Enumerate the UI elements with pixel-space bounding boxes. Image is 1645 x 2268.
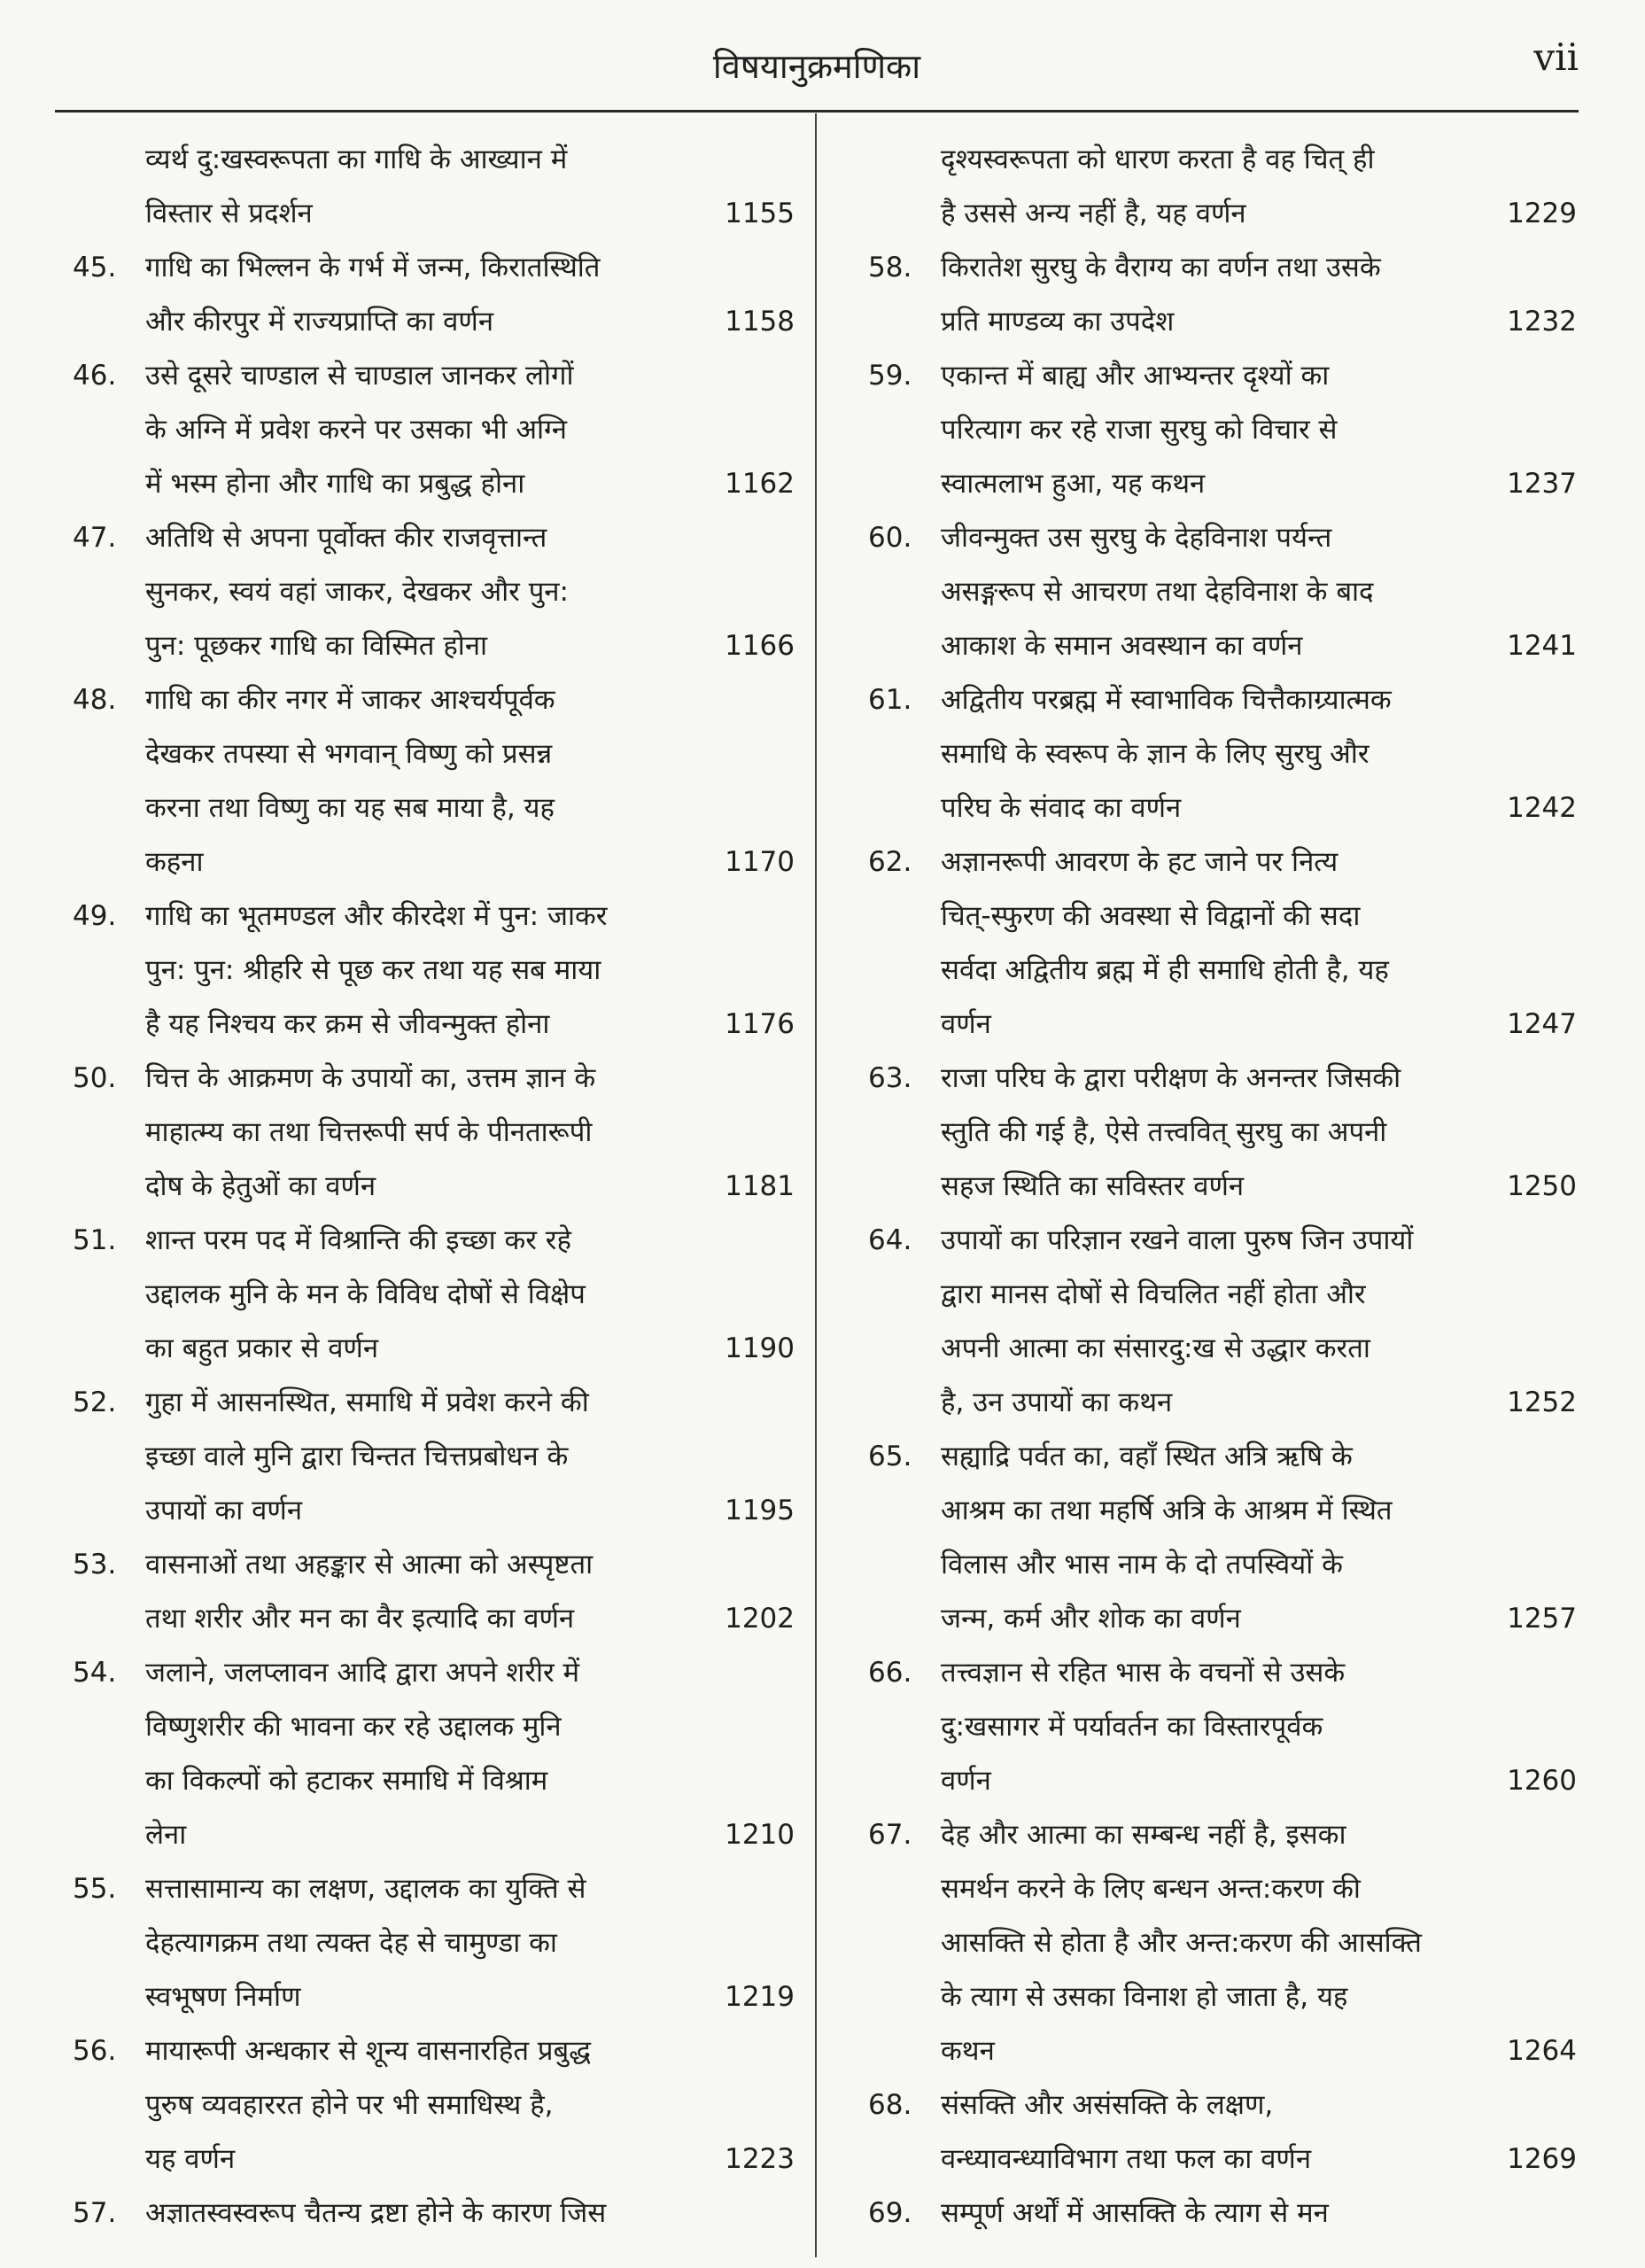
entry-title-line: अज्ञानरूपी आवरण के हट जाने पर नित्य — [941, 846, 1339, 878]
entry-title-line: समर्थन करने के लिए बन्धन अन्त:करण की — [941, 1873, 1361, 1905]
entry-title-line: सुनकर, स्वयं वहां जाकर, देखकर और पुन: — [145, 576, 569, 608]
entry-number: 49. — [73, 900, 117, 932]
entry-page-number: 1264 — [1507, 2035, 1577, 2067]
entry-title — [941, 2186, 1444, 2241]
entry-number: 46. — [73, 360, 117, 392]
entry-title-line: गाधि का भूतमण्डल और कीरदेश में पुन: जाकर — [145, 900, 608, 932]
entry-title-line: द्वारा मानस दोषों से विचलित नहीं होता और — [941, 1278, 1366, 1310]
entry-title-line: है यह निश्चय कर क्रम से जीवन्मुक्त होना — [145, 1008, 550, 1040]
entry-title-line: अतिथि से अपना पूर्वोक्त कीर राजवृत्तान्त — [145, 522, 547, 554]
entry-page-number: 1155 — [725, 198, 795, 229]
entry-title-line: देखकर तपस्या से भगवान् विष्णु को प्रसन्न — [145, 738, 553, 770]
entry-number: 64. — [868, 1224, 912, 1256]
entry-title-line: के त्याग से उसका विनाश हो जाता है, यह — [941, 1981, 1348, 2013]
entry-title — [145, 889, 662, 1052]
entry-title-line: प्रति माण्डव्य का उपदेश — [941, 306, 1175, 338]
entry-title-line: अपनी आत्मा का संसारदु:ख से उद्धार करता — [941, 1332, 1370, 1364]
entry-title-line: गुहा में आसनस्थित, समाधि में प्रवेश करने की — [145, 1386, 589, 1418]
page-number: vii — [1533, 35, 1579, 79]
entry-title-line: विस्तार से प्रदर्शन — [145, 198, 313, 229]
entry-number: 45. — [73, 252, 117, 284]
entry-title — [145, 1646, 662, 1862]
entry-title-line: स्वात्मलाभ हुआ, यह कथन — [941, 468, 1206, 500]
entry-number: 66. — [868, 1657, 912, 1689]
entry-title-line: का बहुत प्रकार से वर्णन — [145, 1332, 379, 1364]
entry-title-line: तथा शरीर और मन का वैर इत्यादि का वर्णन — [145, 1603, 575, 1635]
entry-title-line: असङ्गरूप से आचरण तथा देहविनाश के बाद — [941, 576, 1374, 608]
entry-page-number: 1269 — [1507, 2143, 1577, 2175]
toc-entry — [868, 241, 1577, 349]
entry-title-line: कहना — [145, 846, 204, 878]
toc-entry — [73, 673, 795, 889]
entry-title — [941, 2078, 1444, 2186]
toc-entry — [73, 241, 795, 349]
entry-title — [941, 835, 1444, 1052]
entry-page-number: 1260 — [1507, 1765, 1577, 1797]
toc-entry — [868, 1052, 1577, 1214]
entry-title-line: जीवन्मुक्त उस सुरघु के देहविनाश पर्यन्त — [941, 522, 1332, 554]
toc-entry — [868, 1646, 1577, 1808]
entry-number: 48. — [73, 684, 117, 716]
entry-page-number: 1247 — [1507, 1008, 1577, 1040]
entry-title-line: देहत्यागक्रम तथा त्यक्त देह से चामुण्डा का — [145, 1927, 557, 1959]
entry-title — [145, 349, 662, 511]
entry-title — [145, 2186, 662, 2241]
entry-title-line: दु:खसागर में पर्यावर्तन का विस्तारपूर्वक — [941, 1711, 1323, 1743]
entry-page-number: 1190 — [725, 1332, 795, 1364]
entry-title-line: है, उन उपायों का कथन — [941, 1386, 1173, 1418]
toc-entry — [73, 511, 795, 673]
entry-title-line: स्वभूषण निर्माण — [145, 1981, 301, 2013]
entry-title-line: समाधि के स्वरूप के ज्ञान के लिए सुरघु और — [941, 738, 1370, 770]
entry-title-line: विलास और भास नाम के दो तपस्वियों के — [941, 1549, 1343, 1581]
entry-title-line: लेना — [145, 1819, 187, 1851]
header-rule — [55, 110, 1579, 113]
entry-title-line: जन्म, कर्म और शोक का वर्णन — [941, 1603, 1241, 1635]
entry-page-number: 1241 — [1507, 630, 1577, 662]
toc-entry — [868, 1214, 1577, 1430]
entry-title — [941, 349, 1444, 511]
entry-title-line: वन्ध्यावन्ध्याविभाग तथा फल का वर्णन — [941, 2143, 1312, 2175]
entry-number: 69. — [868, 2197, 912, 2229]
entry-title-line: वासनाओं तथा अहङ्कार से आत्मा को अस्पृष्टता — [145, 1549, 594, 1581]
toc-right-column — [868, 133, 1577, 2241]
entry-title-line: परिघ के संवाद का वर्णन — [941, 792, 1182, 824]
entry-title-line: यह वर्णन — [145, 2143, 236, 2175]
entry-number: 55. — [73, 1873, 117, 1905]
entry-title-line: आसक्ति से होता है और अन्त:करण की आसक्ति — [941, 1927, 1422, 1959]
entry-number: 54. — [73, 1657, 117, 1689]
toc-entry — [868, 2078, 1577, 2186]
entry-title-line: उद्दालक मुनि के मन के विविध दोषों से विक्षेप — [145, 1278, 586, 1310]
entry-page-number: 1237 — [1507, 468, 1577, 500]
toc-entry — [73, 1538, 795, 1646]
entry-title-line: पुन: पूछकर गाधि का विस्मित होना — [145, 630, 488, 662]
entry-title — [941, 133, 1444, 241]
entry-title — [145, 2024, 662, 2186]
entry-number: 53. — [73, 1549, 117, 1581]
toc-entry — [868, 349, 1577, 511]
entry-number: 58. — [868, 252, 912, 284]
toc-entry — [73, 349, 795, 511]
entry-page-number: 1232 — [1507, 306, 1577, 338]
entry-number: 61. — [868, 684, 912, 716]
entry-page-number: 1162 — [725, 468, 795, 500]
entry-title-line: एकान्त में बाह्य और आभ्यन्तर दृश्यों का — [941, 360, 1330, 392]
entry-title-line: मायारूपी अन्धकार से शून्य वासनारहित प्रबुद्ध — [145, 2035, 591, 2067]
entry-title-line: सर्वदा अद्वितीय ब्रह्म में ही समाधि होती है, यह — [941, 954, 1389, 986]
entry-title — [145, 1538, 662, 1646]
entry-number: 59. — [868, 360, 912, 392]
entry-page-number: 1252 — [1507, 1386, 1577, 1418]
entry-number: 47. — [73, 522, 117, 554]
toc-entry — [868, 133, 1577, 241]
entry-title-line: उपायों का वर्णन — [145, 1495, 303, 1526]
entry-title — [941, 1052, 1444, 1214]
entry-page-number: 1223 — [725, 2143, 795, 2175]
entry-page-number: 1166 — [725, 630, 795, 662]
entry-title-line: दोष के हेतुओं का वर्णन — [145, 1170, 376, 1202]
toc-entry — [73, 2186, 795, 2241]
entry-title-line: करना तथा विष्णु का यह सब माया है, यह — [145, 792, 555, 824]
entry-title-line: दृश्यस्वरूपता को धारण करता है वह चित् ही — [941, 144, 1375, 175]
entry-title-line: इच्छा वाले मुनि द्वारा चिन्तत चित्तप्रबोधन के — [145, 1441, 569, 1472]
entry-title-line: उसे दूसरे चाण्डाल से चाण्डाल जानकर लोगों — [145, 360, 574, 392]
entry-title — [145, 1862, 662, 2024]
entry-title — [145, 1214, 662, 1376]
entry-title-line: पुन: पुन: श्रीहरि से पूछ कर तथा यह सब माया — [145, 954, 601, 986]
entry-number: 51. — [73, 1224, 117, 1256]
toc-entry — [73, 2024, 795, 2186]
entry-title-line: है उससे अन्य नहीं है, यह वर्णन — [941, 198, 1246, 229]
entry-title-line: और कीरपुर में राज्यप्राप्ति का वर्णन — [145, 306, 494, 338]
toc-entry — [868, 2186, 1577, 2241]
entry-title-line: पुरुष व्यवहाररत होने पर भी समाधिस्थ है, — [145, 2089, 554, 2121]
column-divider — [815, 113, 817, 2257]
toc-entry — [868, 511, 1577, 673]
entry-title-line: गाधि का कीर नगर में जाकर आश्चर्यपूर्वक — [145, 684, 555, 716]
entry-page-number: 1219 — [725, 1981, 795, 2013]
entry-page-number: 1181 — [725, 1170, 795, 1202]
entry-title-line: किरातेश सुरघु के वैराग्य का वर्णन तथा उसके — [941, 252, 1381, 284]
toc-entry — [73, 1646, 795, 1862]
entry-title-line: सम्पूर्ण अर्थों में आसक्ति के त्याग से मन — [941, 2197, 1329, 2229]
entry-number: 57. — [73, 2197, 117, 2229]
entry-page-number: 1158 — [725, 306, 795, 338]
entry-page-number: 1170 — [725, 846, 795, 878]
entry-title — [941, 1808, 1444, 2078]
entry-number: 50. — [73, 1062, 117, 1094]
entry-title — [145, 133, 662, 241]
toc-entry — [868, 1808, 1577, 2078]
entry-title-line: का विकल्पों को हटाकर समाधि में विश्राम — [145, 1765, 548, 1797]
entry-title-line: संसक्ति और असंसक्ति के लक्षण, — [941, 2089, 1274, 2121]
entry-title-line: उपायों का परिज्ञान रखने वाला पुरुष जिन उपायों — [941, 1224, 1414, 1256]
entry-page-number: 1210 — [725, 1819, 795, 1851]
entry-title-line: चित्त के आक्रमण के उपायों का, उत्तम ज्ञान के — [145, 1062, 596, 1094]
entry-title-line: परित्याग कर रहे राजा सुरघु को विचार से — [941, 414, 1338, 446]
page-title: विषयानुक्रमणिका — [712, 47, 921, 86]
entry-number: 62. — [868, 846, 912, 878]
toc-entry — [73, 1052, 795, 1214]
entry-page-number: 1242 — [1507, 792, 1577, 824]
entry-title-line: सहज स्थिति का सविस्तर वर्णन — [941, 1170, 1245, 1202]
entry-page-number: 1229 — [1507, 198, 1577, 229]
entry-number: 63. — [868, 1062, 912, 1094]
entry-title-line: चित्-स्फुरण की अवस्था से विद्वानों की सदा — [941, 900, 1361, 932]
entry-title-line: देह और आत्मा का सम्बन्ध नहीं है, इसका — [941, 1819, 1346, 1851]
entry-title-line: में भस्म होना और गाधि का प्रबुद्ध होना — [145, 468, 525, 500]
entry-title-line: आकाश के समान अवस्थान का वर्णन — [941, 630, 1303, 662]
entry-title-line: कथन — [941, 2035, 995, 2067]
toc-entry — [73, 1376, 795, 1538]
entry-title-line: सह्याद्रि पर्वत का, वहाँ स्थित अत्रि ऋषि के — [941, 1441, 1353, 1472]
page-header — [55, 35, 1579, 106]
entry-title-line: स्तुति की गई है, ऐसे तत्त्ववित् सुरघु का अपनी — [941, 1116, 1387, 1148]
entry-title-line: के अग्नि में प्रवेश करने पर उसका भी अग्नि — [145, 414, 567, 446]
entry-title-line: जलाने, जलप्लावन आदि द्वारा अपने शरीर में — [145, 1657, 580, 1689]
entry-title — [145, 1052, 662, 1214]
toc-entry — [868, 835, 1577, 1052]
entry-number: 52. — [73, 1386, 117, 1418]
entry-page-number: 1257 — [1507, 1603, 1577, 1635]
entry-title-line: अद्वितीय परब्रह्म में स्वाभाविक चित्तैकाग्र्यात्मक — [941, 684, 1392, 716]
entry-number: 60. — [868, 522, 912, 554]
toc-left-column — [73, 133, 795, 2241]
entry-title-line: गाधि का भिल्लन के गर्भ में जन्म, किरातस्थिति — [145, 252, 601, 284]
entry-title-line: अज्ञातस्वस्वरूप चैतन्य द्रष्टा होने के कारण जिस — [145, 2197, 607, 2229]
entry-title-line: वर्णन — [941, 1765, 991, 1797]
entry-title — [145, 511, 662, 673]
entry-title-line: आश्रम का तथा महर्षि अत्रि के आश्रम में स्थित — [941, 1495, 1393, 1526]
entry-title-line: राजा परिघ के द्वारा परीक्षण के अनन्तर जिसकी — [941, 1062, 1401, 1094]
entry-page-number: 1176 — [725, 1008, 795, 1040]
entry-title-line: तत्त्वज्ञान से रहित भास के वचनों से उसके — [941, 1657, 1346, 1689]
entry-number: 67. — [868, 1819, 912, 1851]
entry-title-line: वर्णन — [941, 1008, 991, 1040]
entry-title — [145, 241, 662, 349]
entry-number: 65. — [868, 1441, 912, 1472]
toc-entry — [73, 133, 795, 241]
entry-title — [145, 673, 662, 889]
entry-title — [941, 1430, 1444, 1646]
entry-title-line: माहात्म्य का तथा चित्तरूपी सर्प के पीनतारूपी — [145, 1116, 593, 1148]
entry-number: 56. — [73, 2035, 117, 2067]
toc-entry — [868, 1430, 1577, 1646]
entry-title-line: सत्तासामान्य का लक्षण, उद्दालक का युक्ति से — [145, 1873, 586, 1905]
entry-title — [941, 1214, 1444, 1430]
toc-entry — [73, 889, 795, 1052]
toc-entry — [73, 1862, 795, 2024]
toc-entry — [73, 1214, 795, 1376]
entry-title-line: शान्त परम पद में विश्रान्ति की इच्छा कर रहे — [145, 1224, 571, 1256]
toc-entry — [868, 673, 1577, 835]
entry-title — [941, 1646, 1444, 1808]
entry-title-line: विष्णुशरीर की भावना कर रहे उद्दालक मुनि — [145, 1711, 562, 1743]
entry-page-number: 1202 — [725, 1603, 795, 1635]
entry-title — [145, 1376, 662, 1538]
entry-page-number: 1195 — [725, 1495, 795, 1526]
entry-title-line: व्यर्थ दु:खस्वरूपता का गाधि के आख्यान में — [145, 144, 568, 175]
entry-title — [941, 511, 1444, 673]
entry-page-number: 1250 — [1507, 1170, 1577, 1202]
entry-title — [941, 673, 1444, 835]
entry-number: 68. — [868, 2089, 912, 2121]
entry-title — [941, 241, 1444, 349]
